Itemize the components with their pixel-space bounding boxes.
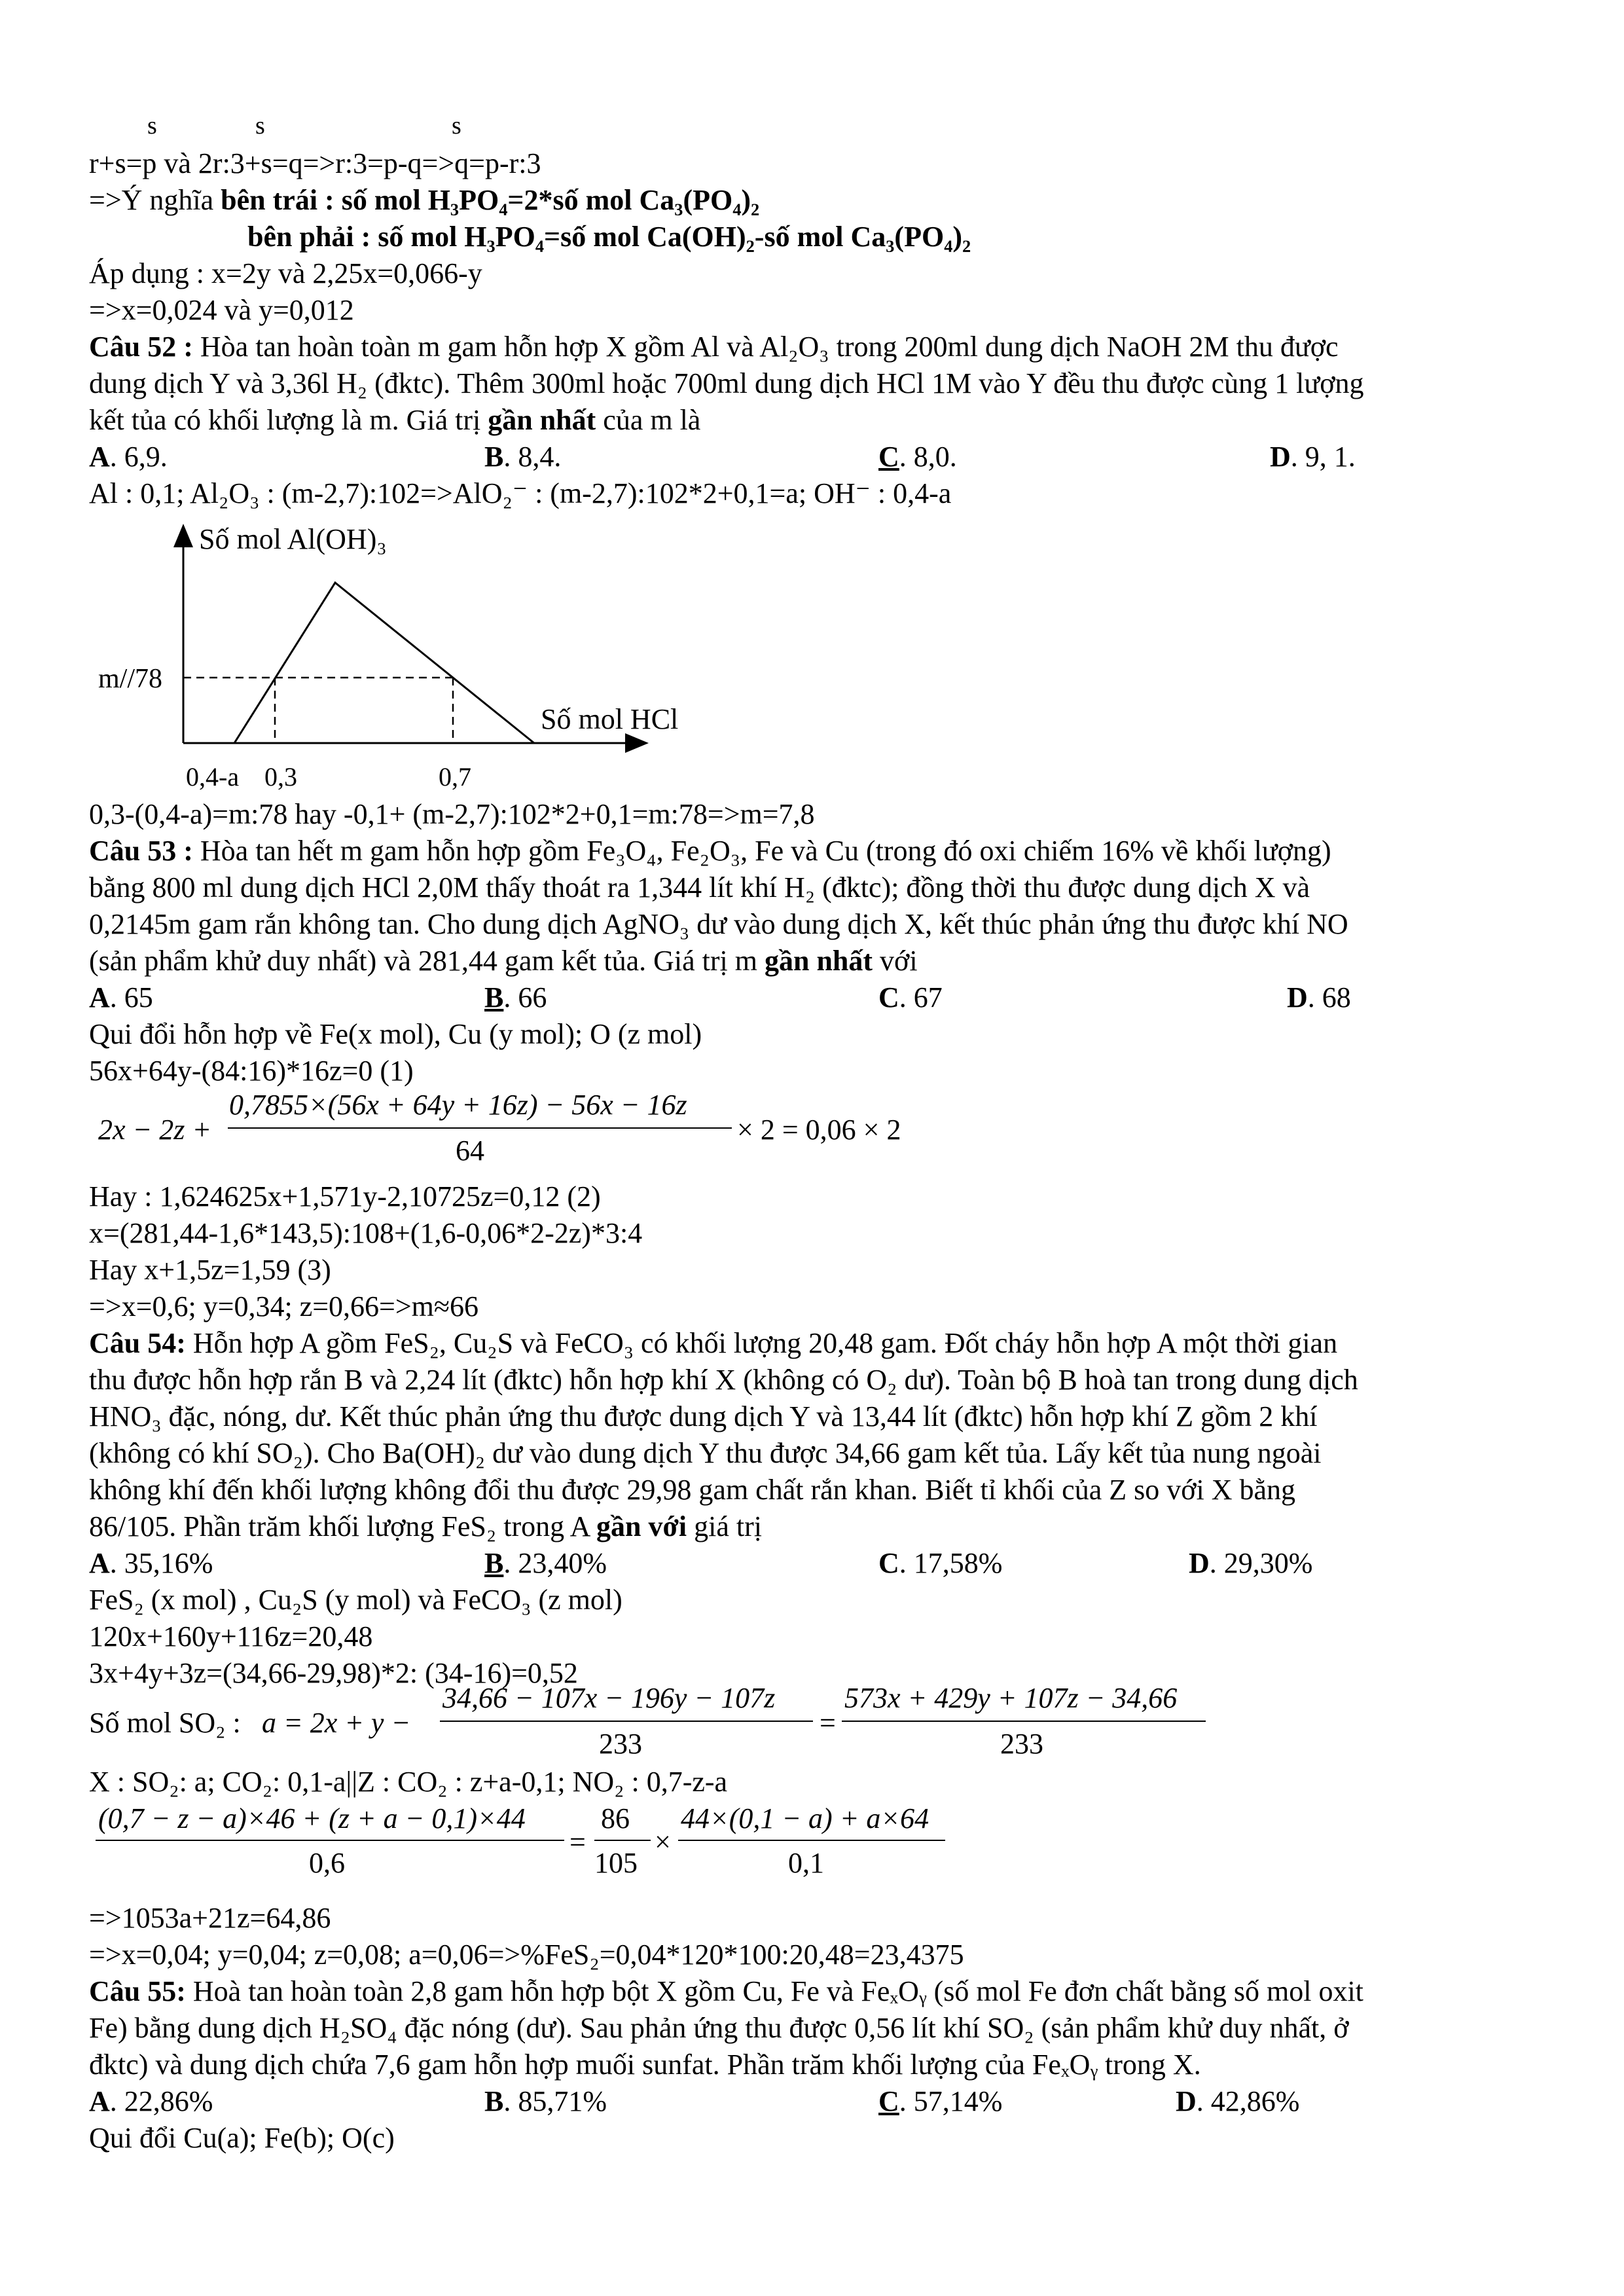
q52-text3a: kết tủa có khối lượng là m. Giá trị [89, 404, 488, 436]
q53-text4c: với [873, 945, 918, 977]
q55-label: Câu 55: [89, 1975, 186, 2007]
q53-option-a-letter: A [89, 981, 110, 1013]
q54-text1: Hỗn hợp A gồm FeS₂, Cu₂S và FeCO₃ có khối lượng 20,48 gam. Đốt cháy hỗn hợp A một thời gian [185, 1327, 1338, 1359]
q53-option-b-text: . 66 [503, 981, 547, 1013]
q54-option-a [89, 1545, 213, 1582]
q52-line2: dung dịch Y và 3,36l H₂ (đktc). Thêm 300ml hoặc 700ml dung dịch HCl 1M vào Y đều thu được cùng 1 lượng [89, 367, 1364, 399]
q52-option-c [878, 439, 957, 475]
q54-f-num2: 86 [601, 1802, 630, 1834]
q54-option-a-text: . 35,16% [109, 1547, 213, 1579]
q55-line2: Fe) bằng dung dịch H₂SO₄ đặc nóng (dư). Sau phản ứng thu được 0,56 lít khí SO₂ (sản phẩm khử duy nhất, ở [89, 2012, 1349, 2044]
fragment-s3: s [452, 112, 461, 139]
q53-step-1: Qui đổi hỗn hợp về Fe(x mol), Cu (y mol); O (z mol) [89, 1018, 702, 1050]
line-result: =>x=0,024 và y=0,012 [89, 294, 354, 326]
q52-option-d [1270, 439, 1356, 475]
q54-so2-bar1 [440, 1721, 813, 1722]
q55-option-c-letter: C [878, 2085, 899, 2117]
series-line [234, 583, 534, 743]
q53-option-c [878, 979, 943, 1016]
q54-option-d-letter: D [1189, 1547, 1210, 1579]
q54-f-bar2 [594, 1840, 651, 1841]
q53-label: Câu 53 : [89, 835, 193, 867]
q55-option-c [878, 2083, 1002, 2120]
q53-option-d [1287, 979, 1351, 1016]
q55-option-a-letter: A [89, 2085, 110, 2117]
q55-option-b-letter: B [484, 2085, 504, 2117]
q55-text1: Hoà tan hoàn toàn 2,8 gam hỗn hợp bột X gồm Cu, Fe và FeₓOᵧ (số mol Fe đơn chất bằng số mol oxit [185, 1975, 1363, 2007]
q54-option-b-text: . 23,40% [503, 1547, 607, 1579]
q52-option-d-text: . 9, 1. [1290, 441, 1356, 473]
q54-option-b-letter: B [484, 1547, 504, 1579]
q53-option-b [484, 979, 547, 1016]
q53-option-b-letter: B [484, 981, 504, 1013]
q52-option-d-letter: D [1270, 441, 1291, 473]
q54-line5: không khí đến khối lượng không đổi thu được 29,98 gam chất rắn khan. Biết tỉ khối của Z so với X bằng [89, 1474, 1296, 1506]
q54-so2-num2: 573x + 429y + 107z − 34,66 [844, 1682, 1178, 1714]
q55-step-1: Qui đổi Cu(a); Fe(b); O(c) [89, 2122, 395, 2154]
q54-line2: thu được hỗn hợp rắn B và 2,24 lít (đktc) hỗn hợp khí X (không có O₂ dư). Toàn bộ B hoà tan trong dung dịch [89, 1364, 1358, 1396]
q53-option-d-text: . 68 [1307, 981, 1351, 1013]
q54-so2-den2: 233 [1000, 1728, 1043, 1760]
q54-step-1: FeS₂ (x mol) , Cu₂S (y mol) và FeCO₃ (z mol) [89, 1584, 623, 1616]
q52-text3c: của m là [596, 404, 701, 436]
q54-f-num1: (0,7 − z − a)×46 + (z + a − 0,1)×44 [98, 1802, 526, 1834]
q52-option-b [484, 439, 561, 475]
meaning-left-bold: bên trái : số mol H₃PO₄=2*số mol Ca₃(PO₄)₂ [221, 184, 760, 216]
line-apply: Áp dụng : x=2y và 2,25x=0,066-y [89, 257, 482, 289]
q53-frac-suffix: × 2 = 0,06 × 2 [737, 1114, 901, 1146]
q54-text6a: 86/105. Phần trăm khối lượng FeS₂ trong A [89, 1510, 597, 1542]
fragment-s1: s [147, 112, 157, 139]
q55-option-a-text: . 22,86% [109, 2085, 213, 2117]
q52-option-c-letter: C [878, 441, 899, 473]
q54-f-num3: 44×(0,1 − a) + a×64 [681, 1802, 929, 1834]
q54-step-4: X : SO₂: a; CO₂: 0,1-a||Z : CO₂ : z+a-0,1; NO₂ : 0,7-z-a [89, 1766, 728, 1798]
line-equation: r+s=p và 2r:3+s=q=>r:3=p-q=>q=p-r:3 [89, 147, 541, 179]
q55-line1 [89, 1973, 1363, 2010]
q54-text6c: giá trị [687, 1510, 762, 1542]
q54-line6 [89, 1508, 762, 1545]
q54-f-bar3 [678, 1840, 945, 1841]
q54-step-3: 3x+4y+3z=(34,66-29,98)*2: (34-16)=0,52 [89, 1657, 578, 1689]
q54-f-den3: 0,1 [788, 1847, 824, 1879]
q52-label: Câu 52 : [89, 331, 193, 363]
q52-option-c-text: . 8,0. [899, 441, 957, 473]
q53-option-a-text: . 65 [109, 981, 153, 1013]
q54-f-times: × [655, 1826, 671, 1858]
q53-step-4: x=(281,44-1,6*143,5):108+(1,6-0,06*2-2z)*3:4 [89, 1217, 643, 1249]
x-tick-label-0: 0,4-a [186, 762, 240, 792]
q55-line3: đktc) và dung dịch chứa 7,6 gam hỗn hợp muối sunfat. Phần trăm khối lượng của FeₓOᵧ trong X. [89, 2049, 1201, 2081]
q52-text3b: gần nhất [488, 404, 596, 436]
q52-solution-2: 0,3-(0,4-a)=m:78 hay -0,1+ (m-2,7):102*2+0,1=m:78=>m=7,8 [89, 798, 815, 830]
q54-f-eq: = [569, 1826, 586, 1858]
q53-step-3: Hay : 1,624625x+1,571y-2,10725z=0,12 (2) [89, 1180, 601, 1212]
q52-line3 [89, 402, 700, 439]
q55-option-b-text: . 85,71% [503, 2085, 607, 2117]
q54-option-d [1189, 1545, 1312, 1582]
q54-step-5: =>1053a+21z=64,86 [89, 1902, 331, 1934]
q52-option-a-letter: A [89, 441, 110, 473]
q52-option-b-letter: B [484, 441, 504, 473]
q53-text4b: gần nhất [764, 945, 873, 977]
q55-option-d [1176, 2083, 1299, 2120]
q53-step-6: =>x=0,6; y=0,34; z=0,66=>m≈66 [89, 1290, 479, 1322]
q54-so2-den1: 233 [599, 1728, 642, 1760]
q54-so2-eq: = [820, 1707, 836, 1739]
q54-f-den1: 0,6 [309, 1847, 345, 1879]
line-meaning-left [89, 182, 759, 219]
q52-text1: Hòa tan hoàn toàn m gam hỗn hợp X gồm Al và Al₂O₃ trong 200ml dung dịch NaOH 2M thu được [192, 331, 1339, 363]
y-axis-label: Số mol Al(OH)₃ [199, 523, 387, 555]
q53-line3: 0,2145m gam rắn không tan. Cho dung dịch AgNO₃ dư vào dung dịch X, kết thúc phản ứng thu được khí NO [89, 908, 1348, 940]
q54-option-a-letter: A [89, 1547, 110, 1579]
q55-option-d-text: . 42,86% [1196, 2085, 1300, 2117]
meaning-prefix: =>Ý nghĩa [89, 184, 221, 216]
q53-frac-bar [228, 1127, 732, 1129]
q55-option-c-text: . 57,14% [899, 2085, 1003, 2117]
q54-so2-num1: 34,66 − 107x − 196y − 107z [442, 1682, 776, 1714]
q54-step-6: =>x=0,04; y=0,04; z=0,08; a=0,06=>%FeS₂=0,04*120*100:20,48=23,4375 [89, 1939, 964, 1971]
q54-line4: (không có khí SO₂). Cho Ba(OH)₂ dư vào dung dịch Y thu được 34,66 gam kết tủa. Lấy kết tủa nung ngoài [89, 1437, 1322, 1469]
fragment-s2: s [255, 112, 265, 139]
q54-so2-bar2 [842, 1721, 1206, 1722]
q53-text4a: (sản phẩm khử duy nhất) và 281,44 gam kết tủa. Giá trị m [89, 945, 765, 977]
q53-option-d-letter: D [1287, 981, 1308, 1013]
q52-option-b-text: . 8,4. [503, 441, 562, 473]
q53-text1: Hòa tan hết m gam hỗn hợp gồm Fe₃O₄, Fe₂O₃, Fe và Cu (trong đó oxi chiếm 16% về khối lượng) [192, 835, 1331, 867]
q54-option-c [878, 1545, 1002, 1582]
q53-step-2: 56x+64y-(84:16)*16z=0 (1) [89, 1055, 414, 1087]
y-marker-label: m//78 [98, 664, 163, 694]
q54-option-c-letter: C [878, 1547, 899, 1579]
q54-line3: HNO₃ đặc, nóng, dư. Kết thúc phản ứng thu được dung dịch Y và 13,44 lít (đktc) hỗn hợp khí Z gồm 2 khí [89, 1400, 1318, 1432]
q54-step-2: 120x+160y+116z=20,48 [89, 1620, 373, 1652]
aloh3-chart [89, 517, 678, 799]
q53-option-a [89, 979, 153, 1016]
line-meaning-right: bên phải : số mol H₃PO₄=số mol Ca(OH)₂-số mol Ca₃(PO₄)₂ [247, 221, 971, 253]
q55-option-b [484, 2083, 607, 2120]
q54-text6b: gần với [596, 1510, 687, 1542]
q53-step-5: Hay x+1,5z=1,59 (3) [89, 1254, 331, 1286]
x-tick-label-1: 0,3 [264, 762, 297, 792]
q54-option-b [484, 1545, 607, 1582]
q55-option-d-letter: D [1176, 2085, 1197, 2117]
q53-option-c-letter: C [878, 981, 899, 1013]
q53-line4 [89, 943, 918, 979]
q54-label: Câu 54: [89, 1327, 186, 1359]
q52-line1 [89, 329, 1339, 365]
q53-frac-numerator: 0,7855×(56x + 64y + 16z) − 56x − 16z [229, 1089, 687, 1121]
q54-f-bar1 [96, 1840, 564, 1841]
q52-option-a [89, 439, 168, 475]
q53-frac-denominator: 64 [456, 1135, 484, 1167]
q53-line2: bằng 800 ml dung dịch HCl 2,0M thấy thoát ra 1,344 lít khí H₂ (đktc); đồng thời thu được dung dịch X và [89, 871, 1310, 903]
q53-option-c-text: . 67 [899, 981, 943, 1013]
x-axis-label: Số mol HCl [541, 703, 678, 735]
q55-option-a [89, 2083, 213, 2120]
q54-so2-a: a = 2x + y − [262, 1707, 411, 1739]
q52-solution-1: Al : 0,1; Al₂O₃ : (m-2,7):102=>AlO₂⁻ : (m-2,7):102*2+0,1=a; OH⁻ : 0,4-a [89, 477, 952, 509]
q52-option-a-text: . 6,9. [109, 441, 168, 473]
q54-so2-prefix: Số mol SO₂ : [89, 1707, 241, 1739]
q54-line1 [89, 1325, 1337, 1362]
q53-frac-prefix: 2x − 2z + [98, 1114, 212, 1146]
q54-option-d-text: . 29,30% [1209, 1547, 1313, 1579]
x-tick-label-2: 0,7 [439, 762, 471, 792]
q54-f-den2: 105 [594, 1847, 638, 1879]
q53-line1 [89, 833, 1536, 869]
q54-option-c-text: . 17,58% [899, 1547, 1003, 1579]
